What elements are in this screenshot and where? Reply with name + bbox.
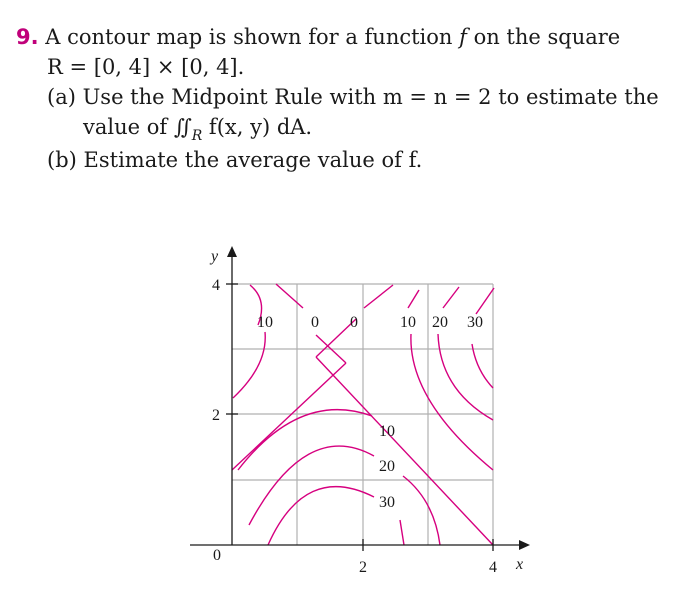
contour-10-right-top [408, 290, 419, 308]
part-a-label: (a) [47, 85, 76, 109]
x-axis-name: x [516, 556, 524, 573]
contour-20-right-top [443, 287, 459, 308]
contour-30-center-end [400, 520, 404, 545]
contour-label: 0 [350, 314, 358, 331]
problem-intro-end: on the square [466, 25, 621, 49]
contour-label: 0 [311, 314, 319, 331]
contour-10-center [238, 410, 372, 470]
x-tick-label-2: 2 [359, 559, 367, 576]
part-a-integrand: f(x, y) dA. [202, 115, 313, 139]
contour-label: 10 [400, 314, 416, 331]
x-tick-label-4: 4 [489, 559, 497, 576]
contour-30-right-top [476, 288, 494, 314]
contour-label: 10 [257, 314, 273, 331]
part-a-text: Use the Midpoint Rule with m = n = 2 to estimate the [82, 85, 659, 109]
region-definition: R = [0, 4] × [0, 4]. [47, 55, 245, 79]
part-b-text: Estimate the average value of f. [83, 148, 423, 172]
contour-20-center-end [403, 476, 440, 545]
part-b-label: (b) [47, 148, 77, 172]
contour-30-right [472, 344, 493, 388]
contour-0-right-lower [316, 357, 493, 545]
contour-0-right-top [364, 285, 393, 308]
contour-0-left-top [276, 284, 303, 308]
contour-label: 30 [379, 494, 395, 511]
contour-label: 30 [467, 314, 483, 331]
contour-30-center [268, 487, 374, 545]
axes [190, 252, 523, 551]
contour-label: 20 [432, 314, 448, 331]
contour-10-right [411, 334, 493, 470]
integral-region-subscript: R [191, 128, 203, 144]
y-axis-name: y [211, 248, 219, 265]
function-name: f [459, 25, 467, 49]
contour-10-upper-left [233, 332, 265, 398]
problem-number: 9. [16, 25, 39, 49]
y-tick-label-4: 4 [212, 277, 220, 294]
contour-20-center [249, 446, 374, 525]
x-axis-arrow-icon [519, 540, 530, 550]
contour-label: 10 [379, 423, 395, 440]
y-tick-label-2: 2 [212, 407, 220, 424]
contour-label: 20 [379, 458, 395, 475]
y-axis-arrow-icon [227, 246, 237, 257]
origin-label: 0 [213, 547, 221, 564]
part-a-text-2: value of ∬ [83, 115, 192, 139]
problem-intro: A contour map is shown for a function [45, 25, 460, 49]
